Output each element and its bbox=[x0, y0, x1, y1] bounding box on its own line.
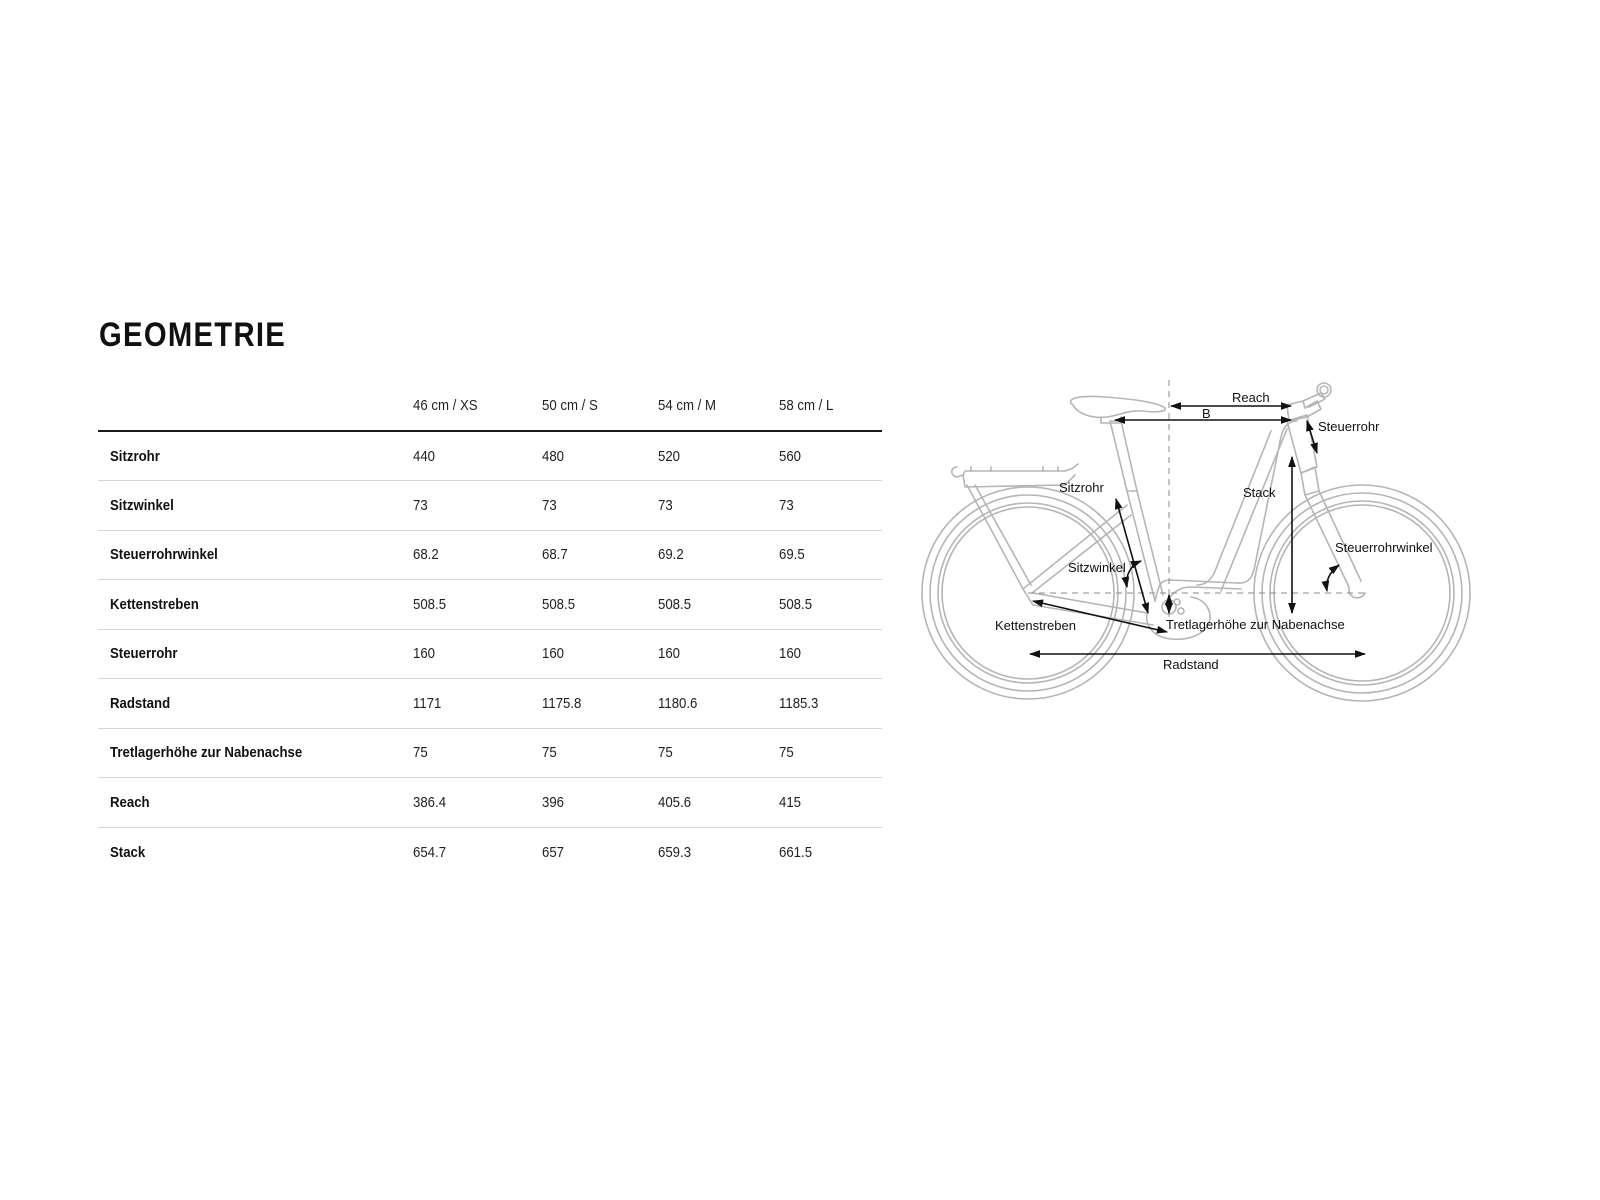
cell-l: 160 bbox=[779, 645, 802, 663]
column-header-m: 54 cm / M bbox=[658, 396, 716, 414]
column-header-xs: 46 cm / XS bbox=[413, 396, 478, 414]
cell-s: 73 bbox=[542, 496, 557, 514]
label-kettenstreben: Kettenstreben bbox=[995, 618, 1076, 633]
cell-l: 560 bbox=[779, 447, 802, 465]
cell-l: 415 bbox=[779, 793, 802, 811]
table-row bbox=[98, 827, 882, 877]
cell-l: 73 bbox=[779, 496, 794, 514]
label-stack: Stack bbox=[1243, 485, 1276, 500]
table-header-row bbox=[98, 380, 882, 431]
row-label: Steuerrohr bbox=[110, 645, 178, 663]
cell-s: 657 bbox=[542, 843, 565, 861]
cell-xs: 68.2 bbox=[413, 546, 439, 564]
label-steuerrohrwinkel: Steuerrohrwinkel bbox=[1335, 540, 1433, 555]
table-row bbox=[98, 629, 882, 679]
page-title: GEOMETRIE bbox=[99, 316, 287, 354]
diagram-labels bbox=[995, 390, 1433, 672]
row-label: Tretlagerhöhe zur Nabenachse bbox=[110, 744, 303, 762]
table-row bbox=[98, 778, 882, 828]
label-steuerrohr: Steuerrohr bbox=[1318, 419, 1380, 434]
steuerrohrwinkel-arrow bbox=[1327, 565, 1339, 591]
cell-s: 480 bbox=[542, 447, 565, 465]
cell-xs: 73 bbox=[413, 496, 428, 514]
row-label: Kettenstreben bbox=[110, 595, 199, 613]
cell-l: 508.5 bbox=[779, 595, 813, 613]
label-b: B bbox=[1202, 406, 1211, 421]
row-label: Stack bbox=[110, 843, 146, 861]
label-sitzwinkel: Sitzwinkel bbox=[1068, 560, 1126, 575]
table-row bbox=[98, 580, 882, 630]
column-header-l: 58 cm / L bbox=[779, 396, 834, 414]
cell-xs: 160 bbox=[413, 645, 436, 663]
label-sitzrohr: Sitzrohr bbox=[1059, 480, 1104, 495]
column-header-parameter bbox=[98, 380, 413, 431]
cell-xs: 508.5 bbox=[413, 595, 447, 613]
row-label: Reach bbox=[110, 793, 150, 811]
label-radstand: Radstand bbox=[1163, 657, 1219, 672]
row-label: Sitzwinkel bbox=[110, 496, 174, 514]
cell-m: 520 bbox=[658, 447, 681, 465]
cell-s: 508.5 bbox=[542, 595, 576, 613]
cell-l: 75 bbox=[779, 744, 794, 762]
cell-s: 75 bbox=[542, 744, 557, 762]
cell-s: 1175.8 bbox=[542, 694, 582, 712]
cell-xs: 75 bbox=[413, 744, 428, 762]
table-row bbox=[98, 530, 882, 580]
cell-m: 75 bbox=[658, 744, 673, 762]
table-row bbox=[98, 728, 882, 778]
cell-xs: 440 bbox=[413, 447, 436, 465]
table-row bbox=[98, 679, 882, 729]
cell-m: 73 bbox=[658, 496, 673, 514]
cell-l: 1185.3 bbox=[779, 694, 819, 712]
cell-m: 1180.6 bbox=[658, 694, 698, 712]
row-label: Sitzrohr bbox=[110, 447, 160, 465]
cell-s: 68.7 bbox=[542, 546, 568, 564]
cell-m: 405.6 bbox=[658, 793, 692, 811]
geometry-table bbox=[98, 380, 882, 877]
cell-l: 661.5 bbox=[779, 843, 813, 861]
cell-xs: 386.4 bbox=[413, 793, 447, 811]
cell-l: 69.5 bbox=[779, 546, 805, 564]
label-reach: Reach bbox=[1232, 390, 1270, 405]
cell-m: 160 bbox=[658, 645, 681, 663]
cell-m: 508.5 bbox=[658, 595, 692, 613]
row-label: Steuerrohrwinkel bbox=[110, 546, 218, 564]
row-label: Radstand bbox=[110, 694, 171, 712]
cell-m: 659.3 bbox=[658, 843, 692, 861]
cell-xs: 1171 bbox=[413, 694, 442, 712]
cell-s: 160 bbox=[542, 645, 565, 663]
table-row bbox=[98, 481, 882, 531]
steuerrohr-arrow bbox=[1307, 421, 1317, 453]
bike-geometry-diagram bbox=[915, 375, 1485, 715]
cell-m: 69.2 bbox=[658, 546, 684, 564]
cell-s: 396 bbox=[542, 793, 565, 811]
label-tretlagerhoehe: Tretlagerhöhe zur Nabenachse bbox=[1166, 617, 1345, 632]
column-header-s: 50 cm / S bbox=[542, 396, 598, 414]
table-row bbox=[98, 431, 882, 481]
bicycle-icon bbox=[915, 375, 1485, 715]
cell-xs: 654.7 bbox=[413, 843, 447, 861]
